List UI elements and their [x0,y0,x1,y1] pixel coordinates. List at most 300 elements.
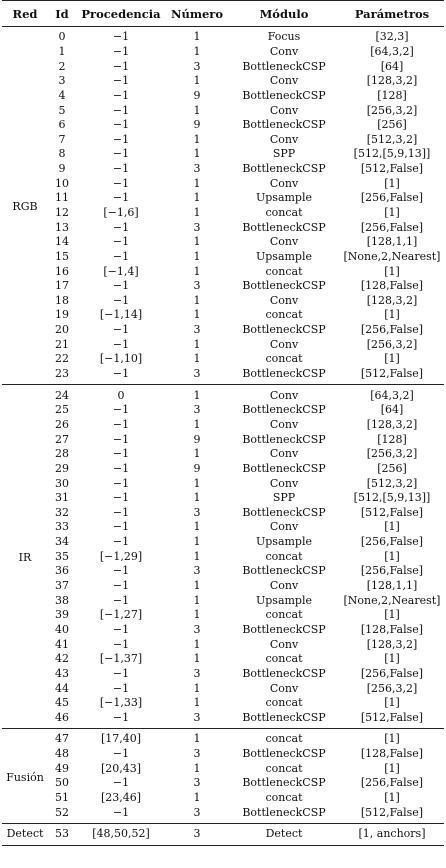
parametros-cell: [1] [384,790,400,804]
numero-cell: 3 [193,805,201,819]
parametros-cell: [64,3,2] [340,385,444,403]
id-cell: 36 [55,564,69,578]
id-cell: 4 [58,88,66,102]
procedencia-cell: −1 [112,59,130,73]
procedencia-cell: −1 [112,337,130,351]
modulo-cell: Upsample [255,593,312,607]
procedencia-cell: −1 [112,593,130,607]
table-row [2,564,444,579]
modulo-cell: BottleneckCSP [242,805,326,819]
numero-cell: 1 [193,147,201,161]
procedencia-cell: −1 [112,805,130,819]
numero-cell: 3 [193,220,201,234]
table-row [2,323,444,338]
group-label: RGB [2,27,48,385]
id-cell: 51 [55,790,69,804]
procedencia-cell: −1 [112,147,130,161]
modulo-cell: BottleneckCSP [242,666,326,680]
procedencia-cell: −1 [112,88,130,102]
procedencia-cell: [−1,33] [99,696,143,710]
procedencia-cell: −1 [112,432,130,446]
parametros-cell: [128,False] [360,279,424,293]
group-label: IR [2,385,48,729]
numero-cell: 3 [193,747,201,761]
parametros-cell: [1] [384,176,400,190]
id-cell: 30 [55,476,69,490]
procedencia-cell: −1 [112,235,130,249]
modulo-cell: Conv [269,103,299,117]
modulo-cell: concat [265,608,303,622]
modulo-cell: concat [265,790,303,804]
table-row [2,579,444,594]
procedencia-cell: −1 [112,476,130,490]
table-row [2,279,444,294]
numero-cell: 1 [193,761,201,775]
modulo-cell: BottleneckCSP [242,461,326,475]
numero-cell: 1 [166,27,228,45]
parametros-cell: [128] [377,88,407,102]
id-cell: 3 [58,74,66,88]
parametros-cell: [128,3,2] [366,293,418,307]
procedencia-cell: −1 [112,622,130,636]
parametros-cell: [64] [380,403,404,417]
id-cell: 14 [55,235,69,249]
procedencia-cell: −1 [112,118,130,132]
procedencia-cell: −1 [112,323,130,337]
modulo-cell: concat [265,264,303,278]
parametros-cell: [64,3,2] [370,44,414,58]
table-row [2,89,444,104]
modulo-cell: concat [265,206,303,219]
modulo-cell: SPP [272,491,296,505]
id-cell: 41 [55,637,69,651]
numero-cell: 1 [193,206,201,219]
table-row [2,520,444,535]
modulo-cell: BottleneckCSP [242,279,326,293]
numero-cell: 3 [193,162,201,176]
id-cell: 44 [55,681,69,695]
modulo-cell: BottleneckCSP [242,432,326,446]
id-cell: 10 [55,176,69,190]
modulo-cell: Conv [269,44,299,58]
procedencia-cell: −1 [112,535,130,549]
parametros-cell: [512,False] [360,505,424,519]
modulo-cell: BottleneckCSP [242,220,326,234]
parametros-cell: [1] [384,761,400,775]
procedencia-cell: −1 [112,666,130,680]
header-modulo: Módulo [228,1,340,27]
parametros-cell: [None,2,Nearest] [343,593,441,607]
parametros-cell: [256,False] [360,535,424,549]
table-row [2,432,444,447]
table-row [2,220,444,235]
id-cell: 19 [55,308,69,322]
modulo-cell: BottleneckCSP [242,59,326,73]
table-row [2,447,444,462]
table-row [2,791,444,806]
parametros-cell: [128,False] [360,747,424,761]
modulo-cell: Detect [228,823,340,845]
procedencia-cell: [−1,27] [99,608,143,622]
numero-cell: 1 [193,337,201,351]
procedencia-cell: [−1,10] [99,352,143,366]
table-row [2,681,444,696]
group-label: Fusión [2,729,48,824]
parametros-cell: [1] [384,549,400,563]
numero-cell: 1 [193,447,201,461]
numero-cell: 1 [193,308,201,322]
procedencia-cell: −1 [112,681,130,695]
table-row [2,385,444,403]
numero-cell: 9 [193,461,201,475]
table-row [2,491,444,506]
parametros-cell: [256,False] [360,323,424,337]
table-row [2,337,444,352]
numero-cell: 3 [193,403,201,417]
id-cell: 28 [55,447,69,461]
numero-cell: 3 [193,367,201,381]
id-cell: 21 [55,337,69,351]
numero-cell: 1 [193,520,201,534]
table-row [2,45,444,60]
parametros-cell: [512,False] [360,162,424,176]
procedencia-cell: −1 [112,293,130,307]
modulo-cell: Conv [269,132,299,146]
modulo-cell: BottleneckCSP [242,505,326,519]
id-cell: 17 [55,279,69,293]
id-cell: 46 [55,710,69,724]
parametros-cell: [128,False] [360,622,424,636]
modulo-cell: Conv [269,235,299,249]
parametros-cell: [1, anchors] [340,823,444,845]
id-cell: 35 [55,549,69,563]
procedencia-cell: −1 [112,491,130,505]
numero-cell: 3 [193,59,201,73]
modulo-cell: Conv [269,417,299,431]
procedencia-cell: −1 [112,417,130,431]
table-row [2,623,444,638]
id-cell: 50 [55,776,69,790]
parametros-cell: [256] [377,118,407,132]
table-row [2,761,444,776]
modulo-cell: BottleneckCSP [242,622,326,636]
parametros-cell: [512,[5,9,13]] [353,491,431,505]
procedencia-cell: −1 [112,249,130,263]
modulo-cell: BottleneckCSP [242,88,326,102]
table-row [2,476,444,491]
table-row [2,176,444,191]
id-cell: 12 [55,206,69,219]
numero-cell: 1 [193,176,201,190]
modulo-cell: concat [265,761,303,775]
id-cell: 48 [55,747,69,761]
parametros-cell: [64] [380,59,404,73]
procedencia-cell: −1 [112,103,130,117]
modulo-cell: BottleneckCSP [242,403,326,417]
id-cell: 33 [55,520,69,534]
id-cell: 47 [48,729,76,747]
modulo-cell: BottleneckCSP [242,118,326,132]
modulo-cell: BottleneckCSP [242,747,326,761]
modulo-cell: Conv [269,293,299,307]
id-cell: 29 [55,461,69,475]
parametros-cell: [1] [384,608,400,622]
id-cell: 25 [55,403,69,417]
table-row [2,667,444,682]
parametros-cell: [1] [340,729,444,747]
id-cell: 0 [48,27,76,45]
procedencia-cell: [23,46] [100,790,142,804]
procedencia-cell: −1 [112,132,130,146]
table-row [2,74,444,89]
numero-cell: 1 [193,74,201,88]
numero-cell: 1 [193,790,201,804]
table-row [2,147,444,162]
id-cell: 13 [55,220,69,234]
modulo-cell: Conv [228,385,340,403]
numero-cell: 1 [166,385,228,403]
numero-cell: 3 [193,666,201,680]
table-row [2,59,444,74]
parametros-cell: [512,False] [360,710,424,724]
numero-cell: 1 [193,191,201,205]
table-row [2,696,444,711]
table-row [2,637,444,652]
numero-cell: 3 [193,776,201,790]
id-cell: 34 [55,535,69,549]
table-row [2,103,444,118]
procedencia-cell: −1 [112,776,130,790]
id-cell: 42 [55,652,69,666]
table-row [2,162,444,177]
procedencia-cell: −1 [112,447,130,461]
procedencia-cell: −1 [112,505,130,519]
numero-cell: 1 [193,352,201,366]
modulo-cell: concat [265,308,303,322]
id-cell: 7 [58,132,66,146]
parametros-cell: [1] [384,652,400,666]
numero-cell: 3 [193,622,201,636]
table-body [2,27,444,846]
id-cell: 49 [55,761,69,775]
id-cell: 39 [55,608,69,622]
parametros-cell: [1] [384,206,400,219]
header-red: Red [2,1,48,27]
numero-cell: 1 [193,249,201,263]
numero-cell: 1 [193,417,201,431]
id-cell: 24 [48,385,76,403]
modulo-cell: Upsample [255,191,312,205]
table-row [2,250,444,265]
id-cell: 31 [55,491,69,505]
procedencia-cell: [48,50,52] [76,823,166,845]
modulo-cell: Conv [269,337,299,351]
procedencia-cell: −1 [112,191,130,205]
header-parametros: Parámetros [340,1,444,27]
table-row [2,652,444,667]
modulo-cell: BottleneckCSP [242,710,326,724]
parametros-cell: [512,False] [360,805,424,819]
header-procedencia: Procedencia [76,1,166,27]
procedencia-cell: [−1,14] [99,308,143,322]
parametros-cell: [128,1,1] [366,579,418,593]
parametros-cell: [1] [384,264,400,278]
procedencia-cell: −1 [76,27,166,45]
parametros-cell: [128,3,2] [366,637,418,651]
id-cell: 2 [58,59,66,73]
table-row [2,462,444,477]
modulo-cell: Upsample [255,249,312,263]
table-row [2,367,444,385]
modulo-cell: Upsample [255,535,312,549]
parametros-cell: [256,False] [360,191,424,205]
parametros-cell: [1] [384,308,400,322]
procedencia-cell: 0 [76,385,166,403]
id-cell: 26 [55,417,69,431]
numero-cell: 1 [193,579,201,593]
modulo-cell: BottleneckCSP [242,776,326,790]
numero-cell: 3 [166,823,228,845]
modulo-cell: concat [265,696,303,710]
numero-cell: 1 [193,235,201,249]
numero-cell: 1 [193,103,201,117]
numero-cell: 9 [193,118,201,132]
numero-cell: 1 [193,637,201,651]
procedencia-cell: −1 [112,367,130,381]
parametros-cell: [256,3,2] [366,103,418,117]
modulo-cell: Conv [269,74,299,88]
id-cell: 9 [58,162,66,176]
procedencia-cell: [17,40] [76,729,166,747]
numero-cell: 3 [193,710,201,724]
id-cell: 8 [58,147,66,161]
id-cell: 18 [55,293,69,307]
parametros-cell: [128,3,2] [366,417,418,431]
header-id: Id [48,1,76,27]
numero-cell: 1 [193,652,201,666]
header-numero: Número [166,1,228,27]
procedencia-cell: −1 [112,579,130,593]
numero-cell: 1 [193,696,201,710]
table-row [2,235,444,250]
id-cell: 38 [55,593,69,607]
table-row [2,805,444,823]
parametros-cell: [256,False] [360,776,424,790]
network-architecture-table [2,0,444,846]
parametros-cell: [32,3] [340,27,444,45]
parametros-cell: [256,False] [360,220,424,234]
table-row [2,118,444,133]
id-cell: 11 [55,191,69,205]
id-cell: 23 [55,367,69,381]
procedencia-cell: −1 [112,564,130,578]
modulo-cell: Conv [269,637,299,651]
table-row [2,352,444,367]
parametros-cell: [1] [384,352,400,366]
procedencia-cell: [−1,37] [99,652,143,666]
id-cell: 40 [55,622,69,636]
modulo-cell: Focus [228,27,340,45]
id-cell: 52 [55,805,69,819]
id-cell: 37 [55,579,69,593]
numero-cell: 1 [166,729,228,747]
procedencia-cell: −1 [112,710,130,724]
id-cell: 6 [58,118,66,132]
table-row [2,506,444,521]
parametros-cell: [512,3,2] [366,476,418,490]
numero-cell: 1 [193,293,201,307]
procedencia-cell: −1 [112,637,130,651]
procedencia-cell: −1 [112,74,130,88]
procedencia-cell: −1 [112,176,130,190]
procedencia-cell: −1 [112,162,130,176]
numero-cell: 1 [193,264,201,278]
table-row [2,593,444,608]
modulo-cell: SPP [272,147,296,161]
parametros-cell: [128] [377,432,407,446]
modulo-cell: BottleneckCSP [242,564,326,578]
table-row [2,403,444,418]
parametros-cell: [128,1,1] [366,235,418,249]
id-cell: 32 [55,505,69,519]
procedencia-cell: [−1,6] [103,206,139,219]
procedencia-cell: −1 [112,520,130,534]
numero-cell: 1 [193,491,201,505]
table-row [2,206,444,221]
table-row [2,132,444,147]
table-row [2,747,444,762]
procedencia-cell: −1 [112,747,130,761]
parametros-cell: [128,3,2] [366,74,418,88]
table-row [2,608,444,623]
parametros-cell: [256,False] [360,666,424,680]
table-row [2,823,444,845]
modulo-cell: Conv [269,447,299,461]
numero-cell: 1 [193,476,201,490]
modulo-cell: Conv [269,476,299,490]
parametros-cell: [512,False] [360,367,424,381]
modulo-cell: BottleneckCSP [242,162,326,176]
table-row [2,418,444,433]
table-row [2,308,444,323]
table-row [2,535,444,550]
id-cell: 20 [55,323,69,337]
id-cell: 22 [55,352,69,366]
numero-cell: 1 [193,681,201,695]
numero-cell: 3 [193,323,201,337]
header-row [2,1,444,27]
table-row [2,710,444,728]
modulo-cell: concat [265,549,303,563]
numero-cell: 3 [193,279,201,293]
numero-cell: 1 [193,535,201,549]
table-row [2,776,444,791]
modulo-cell: BottleneckCSP [242,323,326,337]
procedencia-cell: −1 [112,44,130,58]
modulo-cell: concat [265,352,303,366]
procedencia-cell: −1 [112,279,130,293]
modulo-cell: Conv [269,176,299,190]
table-row [2,264,444,279]
modulo-cell: BottleneckCSP [242,367,326,381]
parametros-cell: [256,False] [360,564,424,578]
parametros-cell: [1] [384,520,400,534]
modulo-cell: concat [265,652,303,666]
id-cell: 45 [55,696,69,710]
id-cell: 5 [58,103,66,117]
numero-cell: 3 [193,505,201,519]
numero-cell: 1 [193,549,201,563]
